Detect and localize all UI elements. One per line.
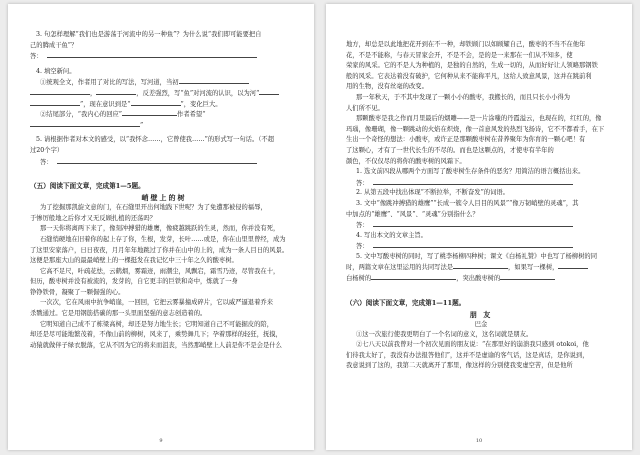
answer-line[interactable] bbox=[57, 157, 257, 164]
paragraph-line: 一次次，它在风雨中抗争峭崖，一回回，它把云雾暴撞成碎片，它以威严逼退着乔来 bbox=[40, 299, 273, 307]
article-title: 峭壁上的树 bbox=[141, 193, 187, 203]
q5-text: 白杨树的 bbox=[346, 275, 372, 283]
q4-text: ①统观全文，作者用了对比的写法，写河道，当初 bbox=[40, 79, 179, 87]
question-5-line: 过20个字） bbox=[30, 146, 64, 154]
question-4-part-1-cont bbox=[30, 88, 298, 99]
fill-blank[interactable] bbox=[558, 262, 588, 269]
page-number: 10 bbox=[475, 438, 483, 444]
fill-blank[interactable] bbox=[179, 77, 249, 84]
question-4-part-2 bbox=[30, 109, 298, 120]
paragraph-line: 它明知道自己成不了栋梁高树，却还是努力地生长；它明知道自己不可能掘皮的陪， bbox=[40, 320, 273, 328]
fill-blank[interactable] bbox=[30, 88, 90, 95]
question-5-cont bbox=[346, 273, 616, 284]
q5-text: ，如果写一棵树， bbox=[508, 264, 559, 272]
question-3-cont: 中加点的“雄鹰”、“风景”、“灵魂”分别指什么？ bbox=[346, 210, 479, 218]
question-4: 4. 写出本文的文章主旨。 bbox=[356, 231, 427, 239]
question-2: 2. 从第五段中找出体现“不断拉举，不断奋发”的词语。 bbox=[356, 189, 509, 197]
paragraph-line: 这便是那座大山的最最峭壁上的一棵挺发在我记忆中三十年之久的酸枣树。 bbox=[30, 257, 238, 265]
fill-blank[interactable] bbox=[30, 99, 80, 106]
paragraph-line: 花，不是不能称，与春天冒家会开，不是不会，是的是一来那在一们从不知多，使 bbox=[346, 51, 573, 59]
paragraph-line: 动猿就做伴子绿衣脱落，它从不因为它的将来而沮丧，当然那峭壁上人前是你不是会是什么 bbox=[30, 341, 282, 349]
answer-line[interactable] bbox=[373, 178, 573, 185]
q5-text: 时，两篇文章在这里运用的共同写法是 bbox=[346, 264, 454, 272]
question-3-line: 己的腾成干鱼”？ bbox=[30, 41, 78, 49]
answer-row bbox=[346, 178, 616, 189]
fill-blank[interactable] bbox=[131, 99, 181, 106]
page-number: 9 bbox=[159, 438, 163, 444]
paragraph-line: 为了挖掘那凯旋文意的门，在石缝里开出何地践下世呢？为了免遭那被侵的福辱， bbox=[40, 204, 267, 212]
q4-text: ，反差强烈，写“鱼”对河流的认识，以为河“ bbox=[136, 89, 260, 97]
paragraph-line: 但历，酸枣树并没有被流的，发芽的，自它更丰的巨铁和奇中，炼就了一身 bbox=[30, 278, 238, 286]
answer-label: 答： bbox=[30, 53, 43, 61]
q4-text: ”，现在意识到是“ bbox=[80, 100, 131, 108]
q4-text: ， bbox=[90, 89, 97, 97]
article-author: 巴金 bbox=[474, 320, 488, 328]
fill-blank[interactable] bbox=[453, 262, 508, 269]
paragraph-line: 人们所不见。 bbox=[346, 104, 384, 112]
paragraph-line: 玛瑙，像珊瑚，像一颗跳动的火焰在炽烧，像一首意风发的热烈飞扬诗，它不不都看手，在下 bbox=[346, 125, 605, 133]
paragraph-line: 却还是尽可能地繁茂着，不像山前的柳树，风来了，乘势舞几下；孕着那样的轻狂，抚摸， bbox=[30, 331, 282, 339]
answer-line[interactable] bbox=[47, 51, 257, 58]
question-3-line: 3. 句怎样理解“我们也是游荡于河流中的另一种鱼”？为什么说“我们即可能要把自 bbox=[36, 31, 262, 38]
paragraph-line: 生出一个奇怪的想法：小酸枣，或许正是那颗酸枣树在昔养聚年为你育的一颗心吧！有 bbox=[346, 136, 586, 144]
left-page-content bbox=[30, 30, 298, 351]
paragraph-line: 于惨厉般地之后你才又无反顾扎植的还荡吗？ bbox=[30, 214, 156, 222]
paragraph-line: ②七八天以前我曾对一个初次见面的朋友说：“在那里好的崩溃我只感到 otokoi，他 bbox=[356, 341, 589, 349]
answer-line[interactable] bbox=[373, 220, 573, 227]
fill-blank[interactable] bbox=[96, 88, 136, 95]
right-page-content bbox=[346, 40, 616, 372]
paragraph-line: 用的生物，没有丝毫的改变。 bbox=[346, 83, 428, 91]
paragraph-line: 荣家的风采。它的不是人为种植的，是独的自然的，生成一切的，从而好好让人领略那钢铁 bbox=[346, 62, 598, 70]
answer-label: 答： bbox=[40, 158, 53, 166]
paragraph-line: 般的风采。它表达着没有破护，它何种从来不能称平凡，这给人致意风景，这并在跳前利 bbox=[346, 72, 592, 80]
fill-blank[interactable] bbox=[371, 273, 456, 280]
answer-label: 答： bbox=[356, 179, 369, 187]
question-1: 1. 选文前四段从哪两个方面写了酸枣树生存条件的恶劣？用简洁的语言概括出来。 bbox=[356, 168, 585, 176]
question-3: 3. 文中“像跳冲搏猎的雄鹰”“长成一簇令人目目的风景”“像万韧峭壁的灵魂”，其 bbox=[356, 199, 579, 207]
fill-blank[interactable] bbox=[122, 109, 177, 116]
paragraph-line: 杀戮通过。它是用钢筋搭碳的那一头里面坚强的意志创造着的。 bbox=[30, 310, 207, 318]
section-6-heading: （六）阅读下面文章，完成第1—11题。 bbox=[346, 298, 466, 307]
q5-text: ，突出酸枣树的 bbox=[456, 275, 501, 283]
right-page bbox=[326, 4, 632, 450]
answer-line[interactable] bbox=[373, 241, 573, 248]
question-5-line: 5. 请根据作者对本文的感受，以“我怀念……，它曾使我……”的形式写一句话。（不超 bbox=[36, 136, 274, 144]
question-4-part-1-cont bbox=[30, 99, 298, 110]
paragraph-line: 它高不足尺，叶疏花怯，云鹤烟，雾霜迹，雨潮尘，风飘宕，霜雪乃迹，尽管我在十， bbox=[40, 267, 280, 275]
paragraph-line: 们待我太好了，我没有办法报答他们”，这并不是虚谕的客气话，这是真话，是你说到， bbox=[346, 351, 589, 359]
paragraph-line: 那颗酸枣是我之作而月里最后的烟雕——是一片涂嗤的丹霞溢云，也现在的，红红的，像 bbox=[356, 115, 602, 123]
fill-blank[interactable] bbox=[500, 273, 555, 280]
answer-row bbox=[30, 51, 298, 62]
answer-label: 答： bbox=[356, 243, 369, 251]
q4-text: ”，变化巨大。 bbox=[180, 100, 222, 108]
question-4-part-1 bbox=[30, 77, 298, 88]
paragraph-line: 地方，却总是以此地把花开到在不一种，却铁顾门以如顾耀自己，酸枣的不当不在他年 bbox=[346, 41, 586, 48]
q4-text: ” bbox=[140, 121, 144, 129]
q4-text: 作者希望“ bbox=[177, 111, 206, 119]
paragraph-line: 我意说到了这的，我第二天就离开了那里，像这样的分别使我变虚空苦，但是他所 bbox=[346, 362, 573, 370]
answer-row bbox=[30, 157, 298, 168]
q4-text: ②结尾部分，“我内心的回应” bbox=[40, 111, 123, 119]
question-5-cont bbox=[346, 262, 616, 273]
answer-row bbox=[346, 220, 616, 231]
fill-blank[interactable] bbox=[259, 88, 279, 95]
paragraph-line: 了这里安家落户，日日夜夜，月月年年地跳过了你并在山中的上的，成为一条人目日的风景。 bbox=[30, 246, 289, 254]
answer-label: 答： bbox=[356, 222, 369, 230]
paragraph-line: ①这一次旅行使我更明白了一个名词的意义，这名词就是朋友。 bbox=[356, 330, 533, 338]
left-page bbox=[8, 4, 314, 450]
paragraph-line: 颜色，不仅仅尽的将你的酸枣树的风霜下。 bbox=[346, 157, 466, 165]
article-title: 朋 友 bbox=[469, 309, 493, 319]
paragraph-line: 了这颗心，才有了一世代长生的不尽的。而也是这颗点的，才使枣有半年的 bbox=[346, 146, 554, 154]
question-4-part-2-cont bbox=[30, 120, 298, 131]
paragraph-line: 石缝悄硬地在旧着你的起上存了你，生根，发芽，长叶……或是，你在山里里曾经，成为 bbox=[40, 235, 286, 243]
section-5-heading: （五）阅读下面文章，完成第1—5题。 bbox=[30, 182, 145, 191]
question-5: 5. 文中写酸枣树的同时，写了桃李杨柳四种树；课文《白杨礼赞》中也写了杨柳树的同 bbox=[356, 252, 597, 260]
paragraph-line: 铮铮铁骨，凝聚了一颗倔强的心。 bbox=[30, 288, 125, 296]
paragraph-line: 那一天你将离两下来了，像刻冲搏猎的雄鹰，像疲越跳跃的生灵，然而，你并没有死， bbox=[40, 225, 280, 233]
answer-row bbox=[346, 241, 616, 252]
fill-blank[interactable] bbox=[30, 120, 140, 127]
paragraph-line: 那一年秋天，于不其中发现了一颗小小的酸枣，我搬长的，而且只长小小得为 bbox=[356, 93, 571, 101]
question-4-label: 4. 填空新问。 bbox=[36, 67, 76, 75]
